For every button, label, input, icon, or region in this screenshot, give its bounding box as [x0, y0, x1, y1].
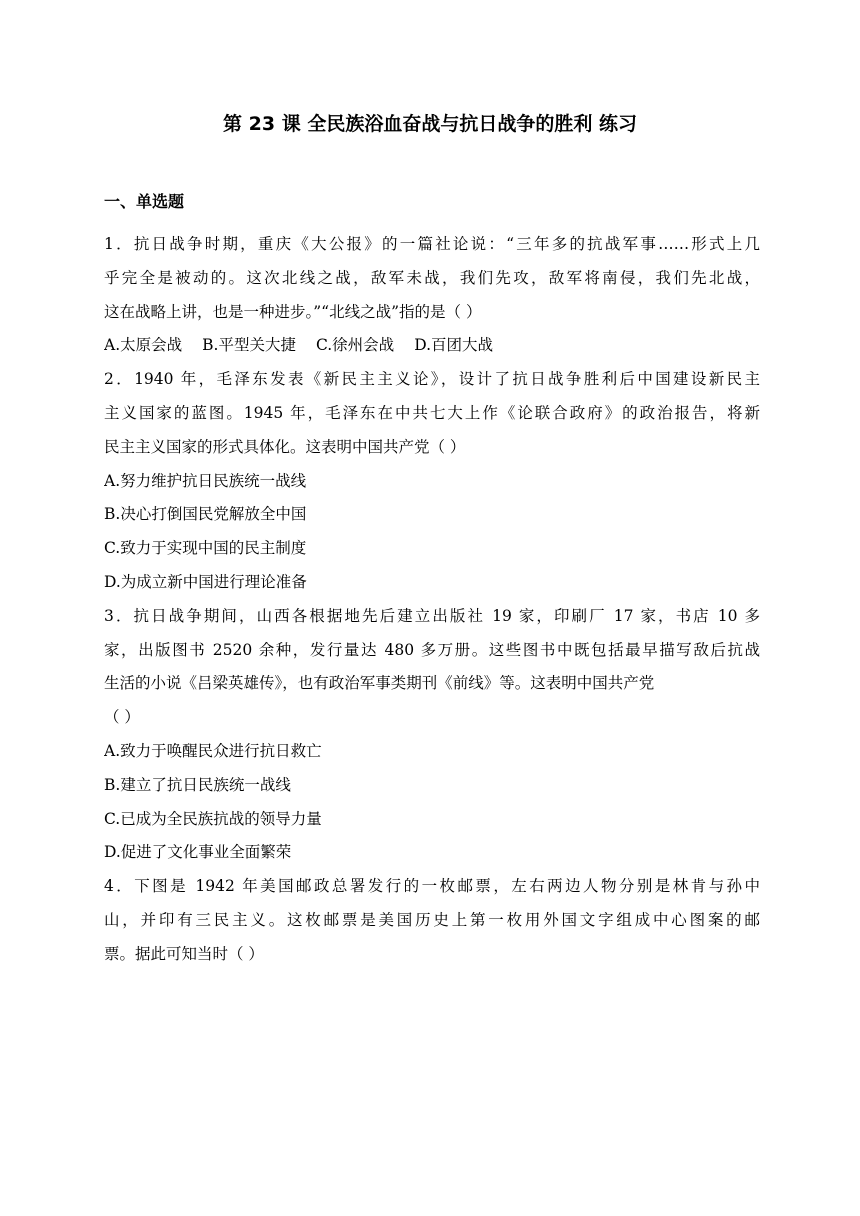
question-stem-line: 2．1940 年，毛泽东发表《新民主主义论》，设计了抗日战争胜利后中国建设新民主: [104, 370, 760, 389]
question-stem-line: 家，出版图书 2520 余种，发行量达 480 多万册。这些图书中既包括最早描写敌后抗战: [104, 640, 760, 659]
option-a: A.太原会战: [104, 336, 183, 355]
question-stem-line: 这在战略上讲，也是一种进步。”“北线之战”指的是（ ）: [104, 302, 482, 321]
section-heading: 一、单选题: [104, 192, 185, 211]
question-stem-line: 民主主义国家的形式具体化。这表明中国共产党（ ）: [104, 437, 466, 456]
question-3: [104, 600, 760, 870]
question-stem-line: 主义国家的蓝图。1945 年，毛泽东在中共七大上作《论联合政府》的政治报告，将新: [104, 403, 760, 422]
page-title: 第 23 课 全民族浴血奋战与抗日战争的胜利 练习: [223, 113, 637, 135]
question-stem-line: 生活的小说《吕梁英雄传》，也有政治军事类期刊《前线》等。这表明中国共产党: [104, 674, 655, 693]
question-list: [104, 228, 760, 972]
question-stem-line: 3．抗日战争期间，山西各根据地先后建立出版社 19 家，印刷厂 17 家，书店 10 多: [104, 606, 760, 625]
option-d: D.促进了文化事业全面繁荣: [104, 843, 292, 862]
option-row: [104, 329, 760, 363]
question-1: [104, 228, 760, 363]
question-stem-line: 乎完全是被动的。这次北线之战，敌军未战，我们先攻，敌军将南侵，我们先北战，: [104, 268, 760, 287]
question-stem-line: 山，并印有三民主义。这枚邮票是美国历史上第一枚用外国文字组成中心图案的邮: [104, 910, 760, 929]
option-b: B.建立了抗日民族统一战线: [104, 775, 291, 794]
option-c: C.已成为全民族抗战的领导力量: [104, 809, 322, 828]
question-stem-line: 4．下图是 1942 年美国邮政总署发行的一枚邮票，左右两边人物分别是林肯与孙中: [104, 877, 760, 896]
option-c: C.致力于实现中国的民主制度: [104, 539, 307, 558]
question-4: [104, 870, 760, 971]
option-d: D.为成立新中国进行理论准备: [104, 572, 307, 591]
option-d: D.百团大战: [414, 336, 494, 355]
question-stem-line: 1．抗日战争时期，重庆《大公报》的一篇社论说：“三年多的抗战军事……形式上几: [104, 235, 760, 253]
option-a: A.努力维护抗日民族统一战线: [104, 471, 307, 490]
question-stem-line: （ ）: [104, 708, 140, 727]
option-a: A.致力于唤醒民众进行抗日救亡: [104, 741, 322, 760]
option-b: B.平型关大捷: [202, 336, 296, 355]
option-c: C.徐州会战: [315, 336, 395, 355]
question-stem-line: 票。据此可知当时（ ）: [104, 944, 264, 963]
option-b: B.决心打倒国民党解放全中国: [104, 505, 307, 524]
question-2: [104, 363, 760, 600]
